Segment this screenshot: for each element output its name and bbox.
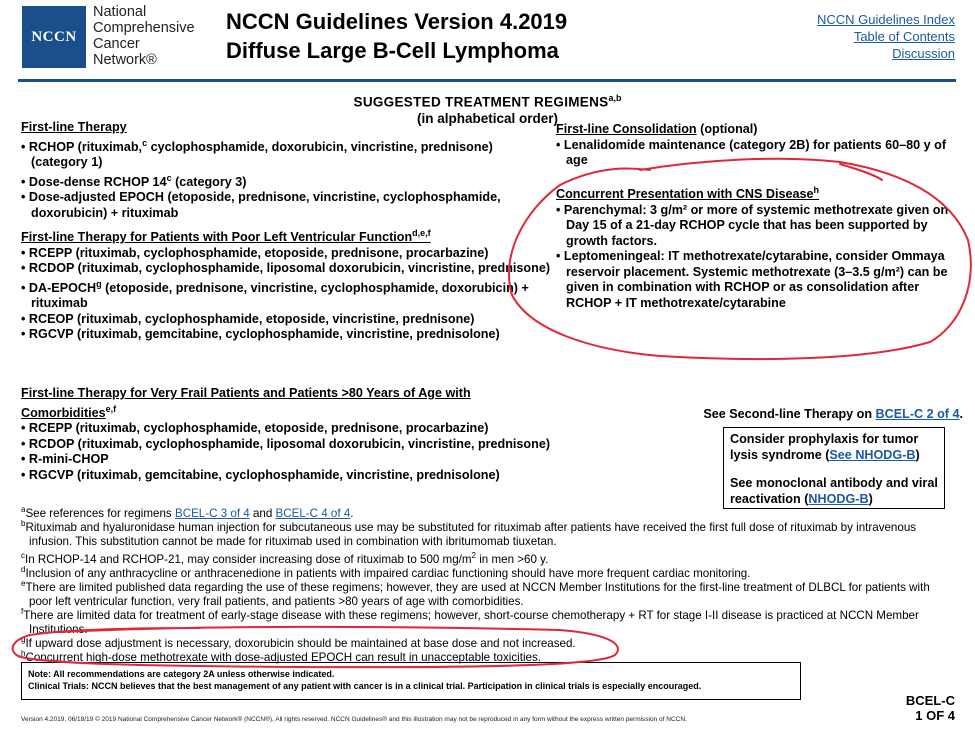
regimens-heading: SUGGESTED TREATMENT REGIMENS$^{a,b}$ (in alphabetical order) bbox=[353, 93, 622, 126]
section-header: First-line Therapy for Patients with Poor Left Ventricular Function$^{d,e,f}$ bbox=[21, 228, 431, 245]
footnote-a: $^a$See references for regimens BCEL-C 3 of 4 and BCEL-C 4 of 4. bbox=[21, 505, 354, 520]
list-item: • RGCVP (rituximab, gemcitabine, cyclophosphamide, vincristine, prednisolone) bbox=[21, 468, 551, 484]
list-item: • Parenchymal: 3 g/m² or more of systemic methotrexate given on Day 15 of a 21-day RCHOP cycle that has been supported by growth factors. bbox=[556, 203, 956, 250]
consolidation-section: First-line Consolidation (optional) • Lenalidomide maintenance (category 2B) for patients 60–80 y of age bbox=[556, 122, 956, 169]
list-item: • DA-EPOCH$^g$ (etoposide, prednisone, vincristine, cyclophosphamide, doxorubicin) + rituximab bbox=[21, 277, 551, 312]
discussion-link[interactable]: Discussion bbox=[892, 46, 955, 61]
poor-lvf-section bbox=[21, 226, 551, 343]
page-identifier: BCEL-C 1 OF 4 bbox=[905, 693, 955, 723]
footnote-e: $^e$There are limited published data regarding the use of these regimens; however, they are used at NCCN Member Institutions for the first-line treatment of DLBCL for patients with poor left ventricular function, very frail patients, and patients >80 years of age with comorbidities. bbox=[21, 579, 930, 608]
header-divider bbox=[18, 79, 956, 82]
list-item: • RCEPP (rituximab, cyclophosphamide, etoposide, prednisone, procarbazine) bbox=[21, 421, 551, 437]
footnote-d: $^d$Inclusion of any anthracycline or anthracenedione in patients with impaired cardiac functioning should have more frequent cardiac monitoring. bbox=[21, 565, 751, 580]
list-item: • RCHOP (rituximab,$^c$ cyclophosphamide, doxorubicin, vincristine, prednisone) (category 1) bbox=[21, 136, 551, 171]
footnote-b: $^b$Rituximab and hyaluronidase human injection for subcutaneous use may be substituted for rituximab after patients have received the first full dose of rituximab by intravenous infusion. This substitution cannot be made for rituximab used in combination with ibritumomab tiuxetan. bbox=[21, 519, 917, 548]
guideline-version-title: NCCN Guidelines Version 4.2019 bbox=[226, 9, 568, 34]
footnote-h: $^h$Concurrent high-dose methotrexate with dose-adjusted EPOCH can result in unacceptable toxicities. bbox=[21, 649, 542, 664]
list-item: • R-mini-CHOP bbox=[21, 452, 551, 468]
nhodg-b-link[interactable]: See NHODG-B bbox=[829, 447, 916, 462]
section-header: First-line Therapy for Very Frail Patients and Patients >80 Years of Age with bbox=[21, 386, 471, 400]
cns-disease-section bbox=[556, 183, 956, 311]
guideline-nav bbox=[817, 11, 955, 62]
list-item: • Lenalidomide maintenance (category 2B) for patients 60–80 y of age bbox=[556, 138, 956, 169]
frail-patients-section: First-line Therapy for Very Frail Patients and Patients >80 Years of Age with Comorbidities$^{e,f}$ • RCEPP (rituximab, cyclophosphamide, etoposide, prednisone, procarbazine) • RCDOP (rituximab, cyclophosphamide, liposomal doxorubicin, vincristine, prednisone) • R-mini-CHOP • RGCVP (rituximab, gemcitabine, cyclophosphamide, vincristine, prednisolone) bbox=[21, 386, 551, 483]
bcel-c-2-link[interactable]: BCEL-C 2 of 4 bbox=[875, 407, 960, 421]
nccn-logo: NCCN bbox=[22, 6, 86, 68]
first-line-therapy-section bbox=[21, 120, 551, 221]
section-header: First-line Consolidation bbox=[556, 122, 697, 136]
footnote-c: $^c$In RCHOP-14 and RCHOP-21, may consider increasing dose of rituximab to 500 $mg/m^2$ in men >60 y. bbox=[21, 551, 549, 566]
footnote-g: $^g$If upward dose adjustment is necessary, doxorubicin should be maintained at base dose and not increased. bbox=[21, 635, 576, 650]
bcel-c-3-link[interactable]: BCEL-C 3 of 4 bbox=[174, 507, 250, 520]
list-item: • RCDOP (rituximab, cyclophosphamide, liposomal doxorubicin, vincristine, prednisone) bbox=[21, 261, 551, 277]
bcel-c-4-link[interactable]: BCEL-C 4 of 4 bbox=[275, 507, 351, 520]
org-name: National Comprehensive Cancer Network® bbox=[93, 4, 195, 68]
nhodg-b-link-2[interactable]: NHODG-B bbox=[808, 491, 869, 506]
list-item: • RCEOP (rituximab, cyclophosphamide, etoposide, vincristine, prednisone) bbox=[21, 312, 551, 328]
section-header-cont: Comorbidities bbox=[21, 405, 106, 420]
list-item: • Dose-adjusted EPOCH (etoposide, prednisone, vincristine, cyclophosphamide, doxorubicin) + rituximab bbox=[21, 190, 551, 221]
list-item: • Leptomeningeal: IT methotrexate/cytarabine, consider Ommaya reservoir placement. Systemic methotrexate (3–3.5 g/m²) can be given in combination with RCHOP or as consolidation after RCHOP + IT methotrexate/cytarabine bbox=[556, 249, 956, 311]
section-header: First-line Therapy bbox=[21, 120, 127, 134]
prophylaxis-box: Consider prophylaxis for tumor lysis syndrome (See NHODG-B) See monoclonal antibody and viral reactivation (NHODG-B) bbox=[723, 427, 945, 509]
list-item: • RGCVP (rituximab, gemcitabine, cyclophosphamide, vincristine, prednisolone) bbox=[21, 327, 551, 343]
footnotes bbox=[21, 507, 956, 665]
section-header: Concurrent Presentation with CNS Disease$^h$ bbox=[556, 185, 820, 202]
guideline-topic-title: Diffuse Large B-Cell Lymphoma bbox=[226, 38, 559, 63]
list-item: • Dose-dense RCHOP 14$^c$ (category 3) bbox=[21, 171, 551, 191]
note-box: Note: All recommendations are category 2A unless otherwise indicated. Clinical Trials: NCCN believes that the best management of any patient with cancer is in a clinical trial. Participation in clinical trials is especially encouraged. bbox=[21, 662, 801, 700]
footnote-f: $^f$There are limited data for treatment of early-stage disease with these regimens; however, short-course chemotherapy + RT for stage I-II disease is practiced at NCCN Member Institutions. bbox=[21, 607, 919, 636]
guidelines-index-link[interactable]: NCCN Guidelines Index bbox=[816, 12, 955, 27]
list-item: • RCEPP (rituximab, cyclophosphamide, etoposide, prednisone, procarbazine) bbox=[21, 246, 551, 262]
table-of-contents-link[interactable]: Table of Contents bbox=[853, 29, 955, 44]
second-line-reference: See Second-line Therapy on BCEL-C 2 of 4. bbox=[703, 407, 963, 421]
list-item: • RCDOP (rituximab, cyclophosphamide, liposomal doxorubicin, vincristine, prednisone) bbox=[21, 437, 551, 453]
copyright-footer: Version 4.2019, 06/18/19 © 2019 National Comprehensive Cancer Network® (NCCN®), All rights reserved. NCCN Guidelines® and this illustration may not be reproduced in any form without the express written permission of NCCN. bbox=[21, 716, 687, 723]
